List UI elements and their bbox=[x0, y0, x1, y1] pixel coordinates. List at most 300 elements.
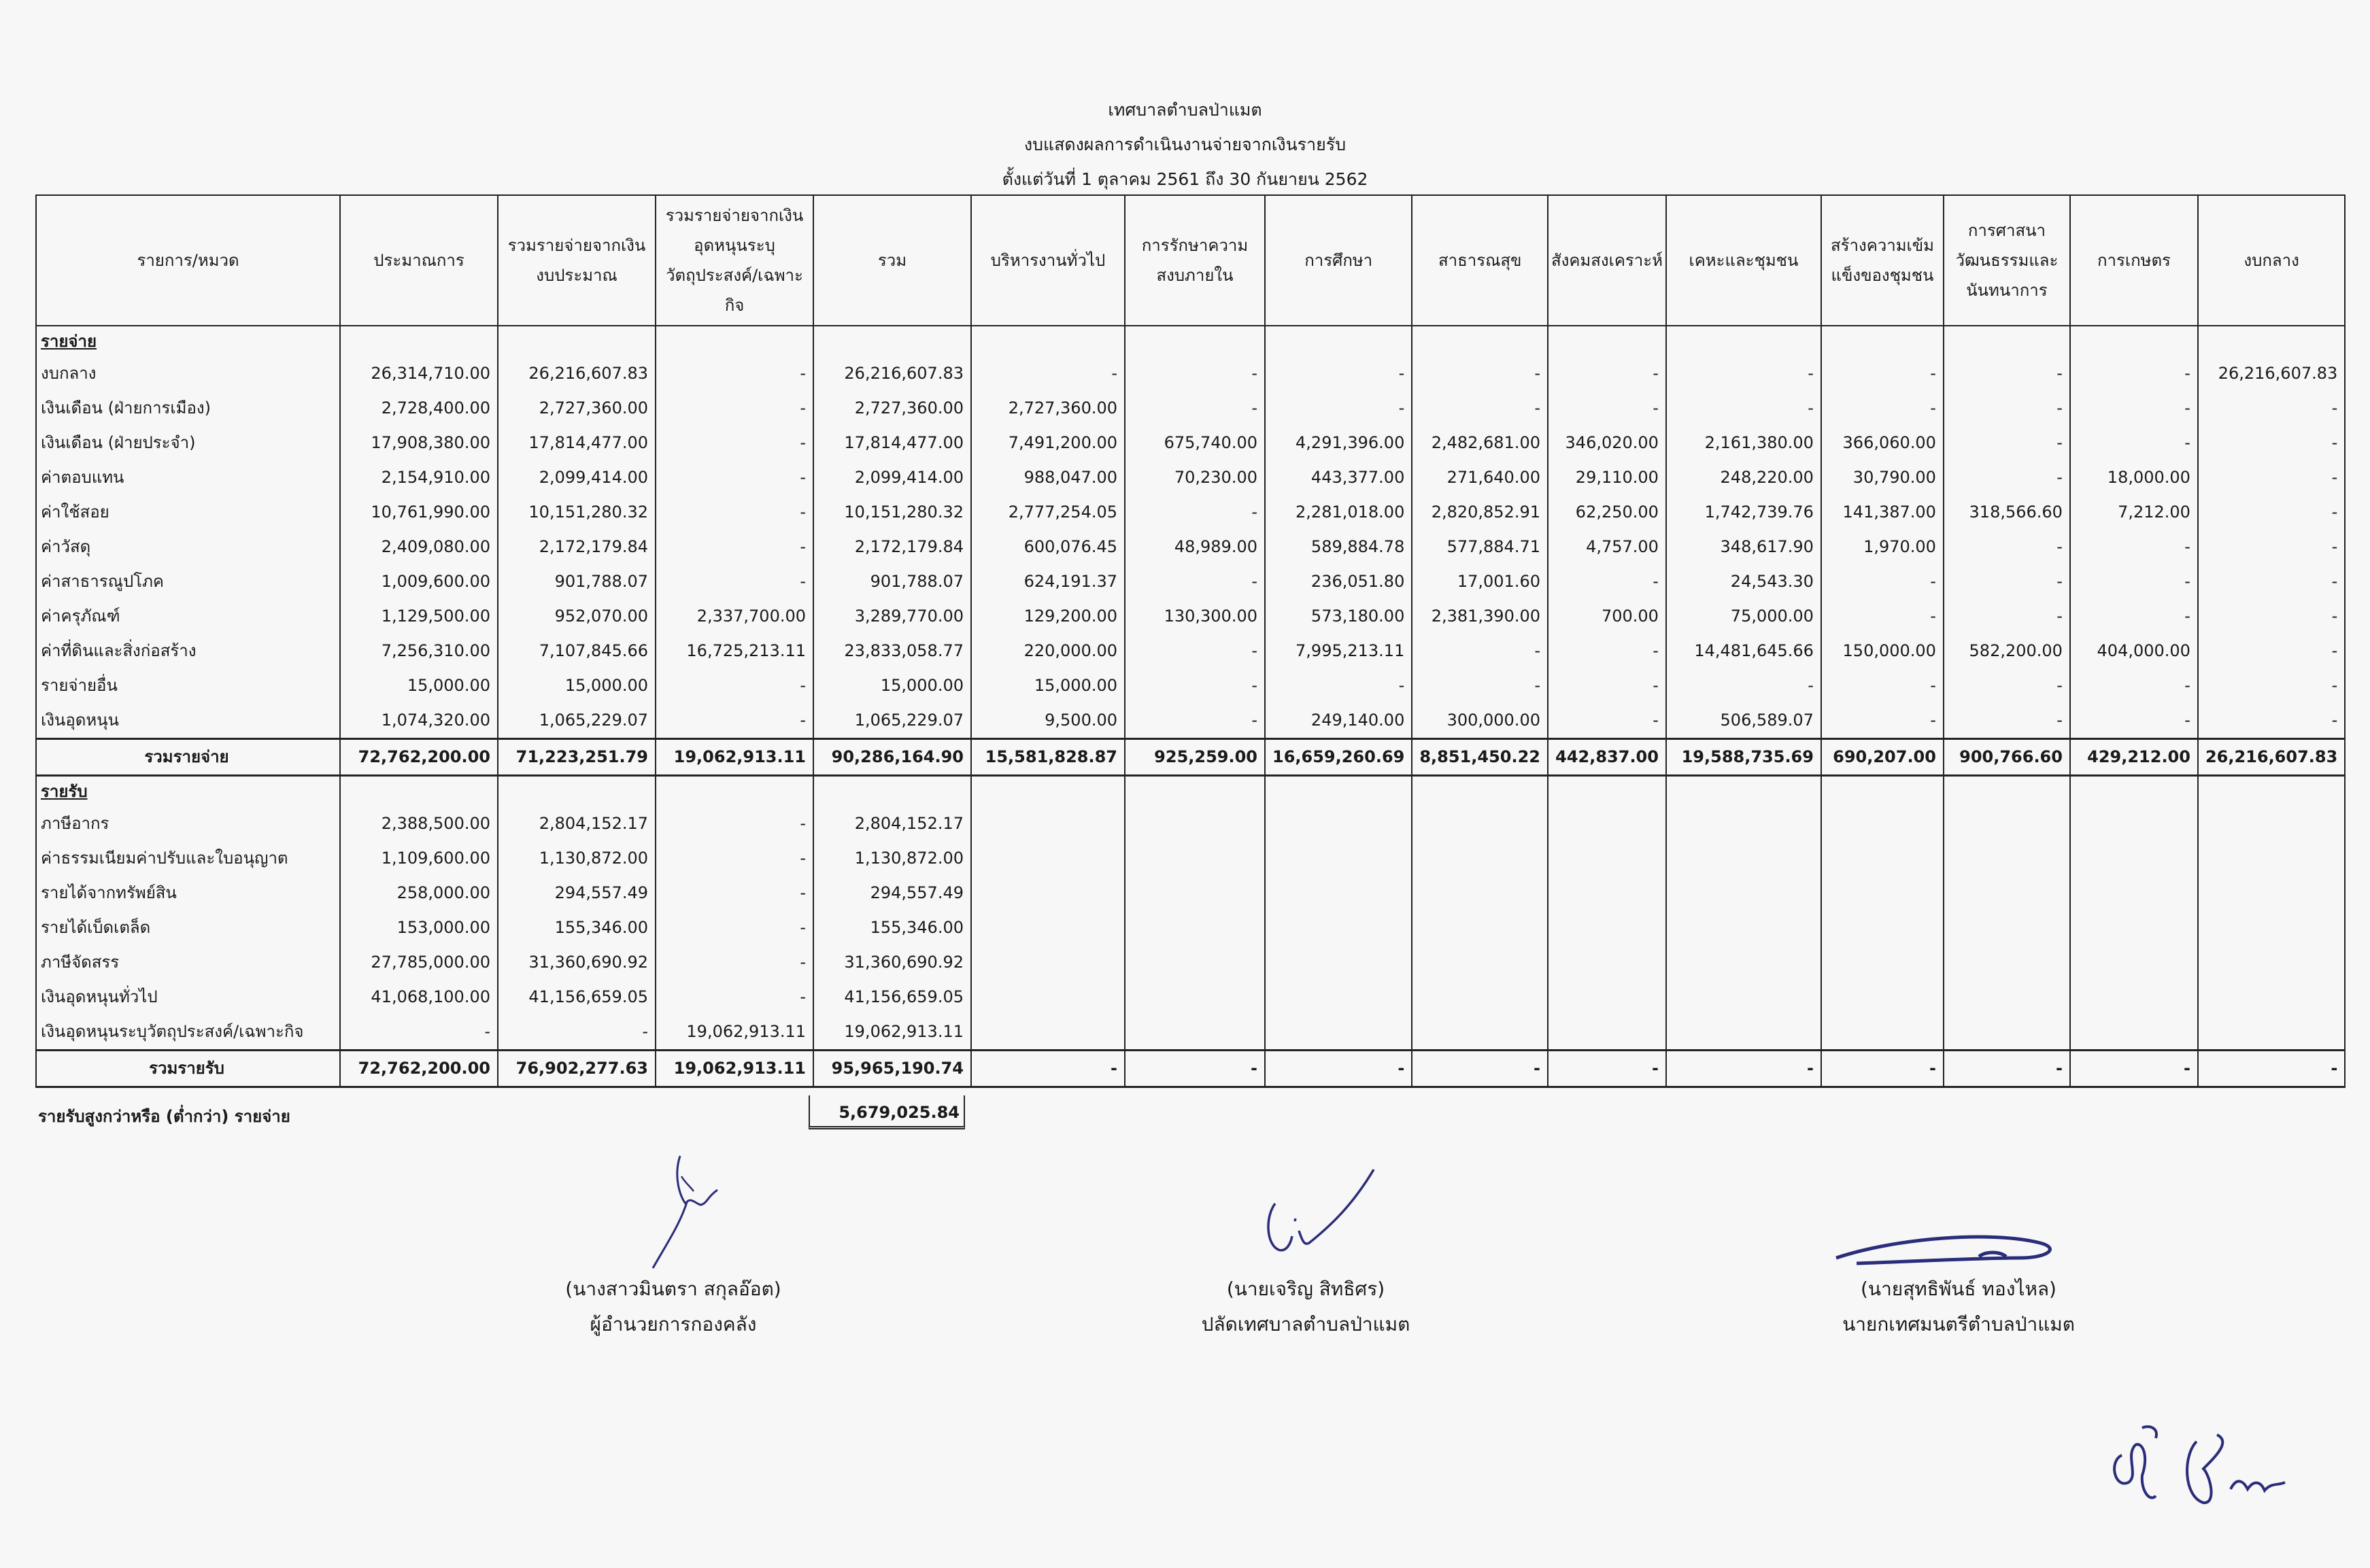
table-row bbox=[36, 530, 2345, 564]
cell-grant-expense: - bbox=[656, 841, 813, 876]
empty-cell bbox=[1412, 776, 1548, 807]
cell-public-health bbox=[1412, 910, 1548, 945]
cell-community-strength: - bbox=[1821, 703, 1944, 739]
cell-grant-expense: - bbox=[656, 668, 813, 703]
total-social-welfare: 442,837.00 bbox=[1548, 739, 1666, 776]
cell-general-admin: 9,500.00 bbox=[971, 703, 1125, 739]
cell-religion-culture bbox=[1944, 841, 2070, 876]
cell-agriculture bbox=[2070, 841, 2198, 876]
cell-education: 7,995,213.11 bbox=[1265, 634, 1412, 668]
empty-cell bbox=[2198, 776, 2345, 807]
cell-budget-expense: 2,804,152.17 bbox=[498, 806, 656, 841]
cell-social-welfare: - bbox=[1548, 668, 1666, 703]
cell-estimate: 258,000.00 bbox=[340, 876, 498, 910]
cell-internal-security: 675,740.00 bbox=[1125, 426, 1265, 460]
table-row bbox=[36, 495, 2345, 530]
cell-general-admin: 2,727,360.00 bbox=[971, 391, 1125, 426]
total-public-health: 8,851,450.22 bbox=[1412, 739, 1548, 776]
cell-general-admin bbox=[971, 945, 1125, 980]
cell-agriculture: 7,212.00 bbox=[2070, 495, 2198, 530]
col-header-education: การศึกษา bbox=[1265, 195, 1412, 326]
cell-grant-expense: - bbox=[656, 391, 813, 426]
cell-total: 3,289,770.00 bbox=[813, 599, 971, 634]
total-agriculture: - bbox=[2070, 1051, 2198, 1087]
signer-title-finance: ผู้อำนวยการกองคลัง bbox=[590, 1313, 757, 1335]
cell-central-budget bbox=[2198, 945, 2345, 980]
cell-education: 589,884.78 bbox=[1265, 530, 1412, 564]
cell-community-strength: 1,970.00 bbox=[1821, 530, 1944, 564]
cell-housing-community bbox=[1666, 910, 1821, 945]
table-row bbox=[36, 391, 2345, 426]
cell-education: 573,180.00 bbox=[1265, 599, 1412, 634]
cell-estimate: 2,728,400.00 bbox=[340, 391, 498, 426]
cell-public-health bbox=[1412, 980, 1548, 1015]
cell-budget-expense: 1,130,872.00 bbox=[498, 841, 656, 876]
cell-general-admin bbox=[971, 876, 1125, 910]
initials-mark bbox=[2101, 1414, 2333, 1523]
cell-agriculture: - bbox=[2070, 426, 2198, 460]
cell-social-welfare bbox=[1548, 806, 1666, 841]
cell-religion-culture: - bbox=[1944, 668, 2070, 703]
table-row bbox=[36, 841, 2345, 876]
cell-public-health: 577,884.71 bbox=[1412, 530, 1548, 564]
cell-budget-expense: 1,065,229.07 bbox=[498, 703, 656, 739]
cell-education bbox=[1265, 1015, 1412, 1051]
cell-central-budget bbox=[2198, 980, 2345, 1015]
signer-name-finance: (นางสาวมินตรา สกุลอ๊อต) bbox=[565, 1278, 781, 1300]
row-label: ค่าครุภัณฑ์ bbox=[36, 599, 340, 634]
row-label: ภาษีจัดสรร bbox=[36, 945, 340, 980]
col-header-estimate: ประมาณการ bbox=[340, 195, 498, 326]
cell-community-strength bbox=[1821, 1015, 1944, 1051]
cell-public-health: - bbox=[1412, 668, 1548, 703]
cell-grant-expense: - bbox=[656, 460, 813, 495]
cell-religion-culture: - bbox=[1944, 460, 2070, 495]
cell-total: 10,151,280.32 bbox=[813, 495, 971, 530]
cell-religion-culture bbox=[1944, 945, 2070, 980]
table-row bbox=[36, 668, 2345, 703]
cell-estimate: 26,314,710.00 bbox=[340, 356, 498, 391]
cell-general-admin: 15,000.00 bbox=[971, 668, 1125, 703]
cell-general-admin: 2,777,254.05 bbox=[971, 495, 1125, 530]
table-row bbox=[36, 1015, 2345, 1051]
cell-total: 23,833,058.77 bbox=[813, 634, 971, 668]
row-label: ค่าตอบแทน bbox=[36, 460, 340, 495]
row-label: ค่าใช้สอย bbox=[36, 495, 340, 530]
cell-community-strength: 150,000.00 bbox=[1821, 634, 1944, 668]
empty-cell bbox=[813, 326, 971, 356]
cell-social-welfare: 700.00 bbox=[1548, 599, 1666, 634]
cell-public-health bbox=[1412, 945, 1548, 980]
total-community-strength: - bbox=[1821, 1051, 1944, 1087]
row-label: ค่าสาธารณูปโภค bbox=[36, 564, 340, 599]
cell-public-health: - bbox=[1412, 356, 1548, 391]
cell-social-welfare: 346,020.00 bbox=[1548, 426, 1666, 460]
cell-religion-culture: - bbox=[1944, 564, 2070, 599]
cell-central-budget: - bbox=[2198, 703, 2345, 739]
cell-social-welfare: - bbox=[1548, 391, 1666, 426]
col-header-community-strength: สร้างความเข้มแข็งของชุมชน bbox=[1821, 195, 1944, 326]
total-label: รวมรายรับ bbox=[36, 1051, 340, 1087]
col-header-budget-expense: รวมรายจ่ายจากเงินงบประมาณ bbox=[498, 195, 656, 326]
cell-religion-culture: - bbox=[1944, 356, 2070, 391]
cell-total: 26,216,607.83 bbox=[813, 356, 971, 391]
cell-agriculture bbox=[2070, 980, 2198, 1015]
cell-budget-expense: 7,107,845.66 bbox=[498, 634, 656, 668]
empty-cell bbox=[2070, 326, 2198, 356]
cell-estimate: 153,000.00 bbox=[340, 910, 498, 945]
cell-budget-expense: 294,557.49 bbox=[498, 876, 656, 910]
empty-cell bbox=[1944, 776, 2070, 807]
cell-grant-expense: - bbox=[656, 806, 813, 841]
cell-education bbox=[1265, 841, 1412, 876]
cell-housing-community bbox=[1666, 876, 1821, 910]
table-row bbox=[36, 599, 2345, 634]
cell-housing-community bbox=[1666, 945, 1821, 980]
total-internal-security: - bbox=[1125, 1051, 1265, 1087]
cell-social-welfare bbox=[1548, 980, 1666, 1015]
total-total: 95,965,190.74 bbox=[813, 1051, 971, 1087]
row-label: รายจ่ายอื่น bbox=[36, 668, 340, 703]
cell-education bbox=[1265, 945, 1412, 980]
cell-internal-security: - bbox=[1125, 634, 1265, 668]
total-general-admin: 15,581,828.87 bbox=[971, 739, 1125, 776]
row-label: รายได้จากทรัพย์สิน bbox=[36, 876, 340, 910]
signer-title-mayor: นายกเทศมนตรีตำบลป่าแมต bbox=[1842, 1313, 2075, 1335]
cell-internal-security: - bbox=[1125, 668, 1265, 703]
signature-block-clerk bbox=[1136, 1156, 1476, 1342]
empty-cell bbox=[1125, 326, 1265, 356]
cell-religion-culture bbox=[1944, 806, 2070, 841]
cell-general-admin: 129,200.00 bbox=[971, 599, 1125, 634]
cell-estimate: 27,785,000.00 bbox=[340, 945, 498, 980]
cell-housing-community: 506,589.07 bbox=[1666, 703, 1821, 739]
cell-agriculture: - bbox=[2070, 530, 2198, 564]
cell-religion-culture: 318,566.60 bbox=[1944, 495, 2070, 530]
cell-social-welfare bbox=[1548, 1015, 1666, 1051]
cell-estimate: 15,000.00 bbox=[340, 668, 498, 703]
empty-cell bbox=[1821, 326, 1944, 356]
cell-internal-security: 130,300.00 bbox=[1125, 599, 1265, 634]
cell-grant-expense: - bbox=[656, 495, 813, 530]
cell-housing-community: 24,543.30 bbox=[1666, 564, 1821, 599]
table-row bbox=[36, 876, 2345, 910]
cell-housing-community: - bbox=[1666, 356, 1821, 391]
cell-budget-expense: 41,156,659.05 bbox=[498, 980, 656, 1015]
cell-internal-security: - bbox=[1125, 495, 1265, 530]
cell-central-budget bbox=[2198, 806, 2345, 841]
cell-total: 901,788.07 bbox=[813, 564, 971, 599]
cell-total: 2,172,179.84 bbox=[813, 530, 971, 564]
cell-agriculture: 18,000.00 bbox=[2070, 460, 2198, 495]
signature-block-finance bbox=[503, 1149, 843, 1342]
cell-general-admin bbox=[971, 980, 1125, 1015]
cell-estimate: 1,009,600.00 bbox=[340, 564, 498, 599]
cell-social-welfare bbox=[1548, 945, 1666, 980]
cell-housing-community: - bbox=[1666, 668, 1821, 703]
cell-education bbox=[1265, 910, 1412, 945]
cell-community-strength: - bbox=[1821, 391, 1944, 426]
cell-total: 155,346.00 bbox=[813, 910, 971, 945]
cell-estimate: 1,129,500.00 bbox=[340, 599, 498, 634]
cell-total: 17,814,477.00 bbox=[813, 426, 971, 460]
cell-agriculture bbox=[2070, 806, 2198, 841]
cell-grant-expense: - bbox=[656, 426, 813, 460]
cell-housing-community: 248,220.00 bbox=[1666, 460, 1821, 495]
cell-estimate: - bbox=[340, 1015, 498, 1051]
cell-budget-expense: 2,172,179.84 bbox=[498, 530, 656, 564]
cell-housing-community bbox=[1666, 1015, 1821, 1051]
cell-budget-expense: 15,000.00 bbox=[498, 668, 656, 703]
cell-religion-culture: - bbox=[1944, 530, 2070, 564]
table-row bbox=[36, 564, 2345, 599]
cell-education: 2,281,018.00 bbox=[1265, 495, 1412, 530]
cell-central-budget: - bbox=[2198, 634, 2345, 668]
empty-cell bbox=[1944, 326, 2070, 356]
cell-housing-community: 2,161,380.00 bbox=[1666, 426, 1821, 460]
cell-general-admin: 624,191.37 bbox=[971, 564, 1125, 599]
cell-internal-security bbox=[1125, 841, 1265, 876]
empty-cell bbox=[1548, 326, 1666, 356]
cell-internal-security bbox=[1125, 945, 1265, 980]
cell-central-budget: - bbox=[2198, 564, 2345, 599]
signature-mark-finance bbox=[605, 1149, 741, 1272]
income_section-total-row bbox=[36, 1051, 2345, 1087]
cell-community-strength bbox=[1821, 980, 1944, 1015]
total-internal-security: 925,259.00 bbox=[1125, 739, 1265, 776]
cell-grant-expense: - bbox=[656, 910, 813, 945]
empty-cell bbox=[1548, 776, 1666, 807]
cell-central-budget: - bbox=[2198, 460, 2345, 495]
cell-public-health: 2,482,681.00 bbox=[1412, 426, 1548, 460]
table-row bbox=[36, 910, 2345, 945]
empty-cell bbox=[656, 326, 813, 356]
income_section-section-header bbox=[36, 776, 2345, 807]
empty-cell bbox=[498, 326, 656, 356]
section-title: รายจ่าย bbox=[36, 326, 340, 356]
cell-total: 19,062,913.11 bbox=[813, 1015, 971, 1051]
row-label: เงินเดือน (ฝ่ายการเมือง) bbox=[36, 391, 340, 426]
cell-total: 31,360,690.92 bbox=[813, 945, 971, 980]
cell-community-strength bbox=[1821, 876, 1944, 910]
empty-cell bbox=[340, 776, 498, 807]
cell-housing-community: 14,481,645.66 bbox=[1666, 634, 1821, 668]
cell-internal-security: 70,230.00 bbox=[1125, 460, 1265, 495]
surplus-value: 5,679,025.84 bbox=[809, 1095, 965, 1129]
cell-social-welfare: - bbox=[1548, 356, 1666, 391]
cell-internal-security bbox=[1125, 806, 1265, 841]
cell-agriculture: - bbox=[2070, 599, 2198, 634]
cell-religion-culture bbox=[1944, 980, 2070, 1015]
row-label: ค่าวัสดุ bbox=[36, 530, 340, 564]
cell-total: 15,000.00 bbox=[813, 668, 971, 703]
cell-general-admin: - bbox=[971, 356, 1125, 391]
cell-agriculture: - bbox=[2070, 668, 2198, 703]
total-total: 90,286,164.90 bbox=[813, 739, 971, 776]
row-label: เงินอุดหนุน bbox=[36, 703, 340, 739]
total-public-health: - bbox=[1412, 1051, 1548, 1087]
cell-total: 2,804,152.17 bbox=[813, 806, 971, 841]
empty-cell bbox=[2070, 776, 2198, 807]
cell-estimate: 41,068,100.00 bbox=[340, 980, 498, 1015]
cell-community-strength bbox=[1821, 910, 1944, 945]
empty-cell bbox=[2198, 326, 2345, 356]
cell-central-budget: - bbox=[2198, 530, 2345, 564]
organization-name: เทศบาลตำบลป่าแมต bbox=[1108, 100, 1262, 120]
expense_section-total-row bbox=[36, 739, 2345, 776]
cell-social-welfare: - bbox=[1548, 634, 1666, 668]
cell-general-admin: 220,000.00 bbox=[971, 634, 1125, 668]
cell-internal-security bbox=[1125, 1015, 1265, 1051]
cell-central-budget: - bbox=[2198, 495, 2345, 530]
cell-social-welfare: 62,250.00 bbox=[1548, 495, 1666, 530]
cell-budget-expense: 952,070.00 bbox=[498, 599, 656, 634]
cell-grant-expense: 16,725,213.11 bbox=[656, 634, 813, 668]
cell-budget-expense: 17,814,477.00 bbox=[498, 426, 656, 460]
cell-central-budget: 26,216,607.83 bbox=[2198, 356, 2345, 391]
cell-religion-culture: - bbox=[1944, 599, 2070, 634]
cell-estimate: 1,109,600.00 bbox=[340, 841, 498, 876]
cell-public-health: 17,001.60 bbox=[1412, 564, 1548, 599]
cell-social-welfare: - bbox=[1548, 703, 1666, 739]
cell-grant-expense: - bbox=[656, 530, 813, 564]
cell-housing-community: 75,000.00 bbox=[1666, 599, 1821, 634]
col-header-item: รายการ/หมวด bbox=[36, 195, 340, 326]
cell-grant-expense: - bbox=[656, 980, 813, 1015]
cell-social-welfare: - bbox=[1548, 564, 1666, 599]
cell-public-health: 2,820,852.91 bbox=[1412, 495, 1548, 530]
cell-education: 4,291,396.00 bbox=[1265, 426, 1412, 460]
row-label: ค่าที่ดินและสิ่งก่อสร้าง bbox=[36, 634, 340, 668]
cell-social-welfare bbox=[1548, 876, 1666, 910]
total-religion-culture: - bbox=[1944, 1051, 2070, 1087]
cell-housing-community: - bbox=[1666, 391, 1821, 426]
table-row bbox=[36, 980, 2345, 1015]
cell-education: 249,140.00 bbox=[1265, 703, 1412, 739]
signature-mark-mayor bbox=[1816, 1156, 2101, 1272]
empty-cell bbox=[498, 776, 656, 807]
cell-general-admin bbox=[971, 806, 1125, 841]
col-header-social-welfare: สังคมสงเคราะห์ bbox=[1548, 195, 1666, 326]
cell-total: 1,130,872.00 bbox=[813, 841, 971, 876]
cell-budget-expense: 26,216,607.83 bbox=[498, 356, 656, 391]
cell-internal-security: - bbox=[1125, 564, 1265, 599]
empty-cell bbox=[656, 776, 813, 807]
cell-religion-culture bbox=[1944, 1015, 2070, 1051]
col-header-general-admin: บริหารงานทั่วไป bbox=[971, 195, 1125, 326]
cell-education: - bbox=[1265, 668, 1412, 703]
cell-general-admin bbox=[971, 841, 1125, 876]
cell-internal-security: 48,989.00 bbox=[1125, 530, 1265, 564]
cell-total: 294,557.49 bbox=[813, 876, 971, 910]
cell-agriculture: - bbox=[2070, 356, 2198, 391]
surplus-label: รายรับสูงกว่าหรือ (ต่ำกว่า) รายจ่าย bbox=[38, 1107, 290, 1126]
empty-cell bbox=[971, 326, 1125, 356]
cell-general-admin: 600,076.45 bbox=[971, 530, 1125, 564]
cell-public-health bbox=[1412, 1015, 1548, 1051]
cell-estimate: 7,256,310.00 bbox=[340, 634, 498, 668]
section-title: รายรับ bbox=[36, 776, 340, 807]
col-header-religion-culture: การศาสนาวัฒนธรรมและนันทนาการ bbox=[1944, 195, 2070, 326]
cell-budget-expense: - bbox=[498, 1015, 656, 1051]
cell-agriculture bbox=[2070, 1015, 2198, 1051]
cell-central-budget bbox=[2198, 1015, 2345, 1051]
cell-education bbox=[1265, 980, 1412, 1015]
cell-religion-culture: 582,200.00 bbox=[1944, 634, 2070, 668]
table-row bbox=[36, 460, 2345, 495]
cell-grant-expense: 19,062,913.11 bbox=[656, 1015, 813, 1051]
total-general-admin: - bbox=[971, 1051, 1125, 1087]
cell-community-strength: - bbox=[1821, 356, 1944, 391]
empty-cell bbox=[971, 776, 1125, 807]
cell-public-health bbox=[1412, 841, 1548, 876]
empty-cell bbox=[813, 776, 971, 807]
cell-grant-expense: - bbox=[656, 945, 813, 980]
empty-cell bbox=[1265, 326, 1412, 356]
cell-education: 236,051.80 bbox=[1265, 564, 1412, 599]
cell-public-health: 300,000.00 bbox=[1412, 703, 1548, 739]
cell-central-budget: - bbox=[2198, 426, 2345, 460]
cell-central-budget bbox=[2198, 841, 2345, 876]
expense_section-section-header bbox=[36, 326, 2345, 356]
cell-education: - bbox=[1265, 391, 1412, 426]
total-central-budget: - bbox=[2198, 1051, 2345, 1087]
cell-religion-culture bbox=[1944, 910, 2070, 945]
cell-total: 2,727,360.00 bbox=[813, 391, 971, 426]
cell-education: - bbox=[1265, 356, 1412, 391]
cell-public-health: - bbox=[1412, 391, 1548, 426]
cell-housing-community: 348,617.90 bbox=[1666, 530, 1821, 564]
empty-cell bbox=[340, 326, 498, 356]
signer-name-clerk: (นายเจริญ สิทธิศร) bbox=[1226, 1278, 1385, 1300]
cell-internal-security: - bbox=[1125, 356, 1265, 391]
signer-title-clerk: ปลัดเทศบาลตำบลป่าแมต bbox=[1201, 1313, 1410, 1335]
total-religion-culture: 900,766.60 bbox=[1944, 739, 2070, 776]
cell-budget-expense: 155,346.00 bbox=[498, 910, 656, 945]
cell-education bbox=[1265, 806, 1412, 841]
signature-mark-clerk bbox=[1224, 1156, 1387, 1272]
cell-community-strength: - bbox=[1821, 599, 1944, 634]
cell-religion-culture: - bbox=[1944, 391, 2070, 426]
cell-social-welfare: 4,757.00 bbox=[1548, 530, 1666, 564]
cell-education: 443,377.00 bbox=[1265, 460, 1412, 495]
total-housing-community: - bbox=[1666, 1051, 1821, 1087]
cell-community-strength bbox=[1821, 841, 1944, 876]
cell-general-admin bbox=[971, 1015, 1125, 1051]
cell-community-strength: 30,790.00 bbox=[1821, 460, 1944, 495]
cell-housing-community bbox=[1666, 841, 1821, 876]
row-label: ภาษีอากร bbox=[36, 806, 340, 841]
row-label: เงินอุดหนุนทั่วไป bbox=[36, 980, 340, 1015]
cell-central-budget: - bbox=[2198, 391, 2345, 426]
cell-housing-community: 1,742,739.76 bbox=[1666, 495, 1821, 530]
cell-community-strength: 366,060.00 bbox=[1821, 426, 1944, 460]
table-row bbox=[36, 703, 2345, 739]
empty-cell bbox=[1821, 776, 1944, 807]
cell-grant-expense: - bbox=[656, 356, 813, 391]
cell-internal-security bbox=[1125, 980, 1265, 1015]
cell-community-strength bbox=[1821, 945, 1944, 980]
cell-estimate: 17,908,380.00 bbox=[340, 426, 498, 460]
cell-religion-culture bbox=[1944, 876, 2070, 910]
total-community-strength: 690,207.00 bbox=[1821, 739, 1944, 776]
total-housing-community: 19,588,735.69 bbox=[1666, 739, 1821, 776]
cell-housing-community bbox=[1666, 806, 1821, 841]
cell-public-health: 2,381,390.00 bbox=[1412, 599, 1548, 634]
cell-religion-culture: - bbox=[1944, 426, 2070, 460]
cell-internal-security: - bbox=[1125, 703, 1265, 739]
table-row bbox=[36, 634, 2345, 668]
